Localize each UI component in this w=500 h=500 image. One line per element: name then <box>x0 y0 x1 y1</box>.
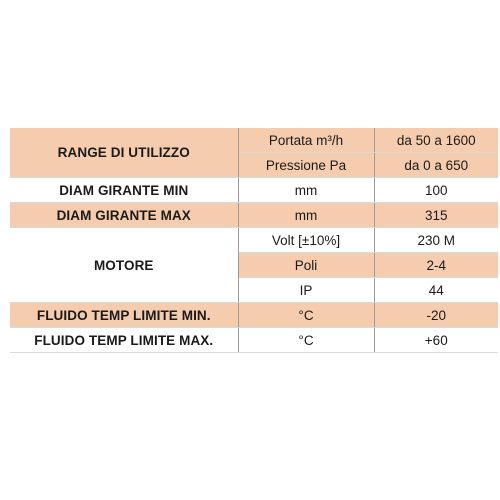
diam-min-unit: mm <box>238 178 374 203</box>
ip-param: IP <box>238 278 374 303</box>
temp-max-value: +60 <box>374 328 498 353</box>
volt-value: 230 M <box>374 228 498 253</box>
diam-min-label: DIAM GIRANTE MIN <box>10 178 238 203</box>
portata-param: Portata m³/h <box>238 128 374 153</box>
temp-min-label: FLUIDO TEMP LIMITE MIN. <box>10 303 238 328</box>
spec-table <box>10 128 498 353</box>
temp-min-unit: °C <box>238 303 374 328</box>
temp-min-value: -20 <box>374 303 498 328</box>
range-label: RANGE DI UTILIZZO <box>10 128 238 178</box>
diam-min-value: 100 <box>374 178 498 203</box>
ip-value: 44 <box>374 278 498 303</box>
table-row-temp-min <box>10 303 498 328</box>
table-row-diam-max <box>10 203 498 228</box>
poli-param: Poli <box>238 253 374 278</box>
table-row-temp-max <box>10 328 498 353</box>
diam-max-label: DIAM GIRANTE MAX <box>10 203 238 228</box>
motore-label: MOTORE <box>10 228 238 303</box>
temp-max-label: FLUIDO TEMP LIMITE MAX. <box>10 328 238 353</box>
table-row-range-portata <box>10 128 498 153</box>
pressione-value: da 0 a 650 <box>374 153 498 178</box>
poli-value: 2-4 <box>374 253 498 278</box>
volt-param: Volt [±10%] <box>238 228 374 253</box>
temp-max-unit: °C <box>238 328 374 353</box>
pressione-param: Pressione Pa <box>238 153 374 178</box>
diam-max-value: 315 <box>374 203 498 228</box>
portata-value: da 50 a 1600 <box>374 128 498 153</box>
diam-max-unit: mm <box>238 203 374 228</box>
table-row-motore-volt <box>10 228 498 253</box>
table-row-diam-min <box>10 178 498 203</box>
